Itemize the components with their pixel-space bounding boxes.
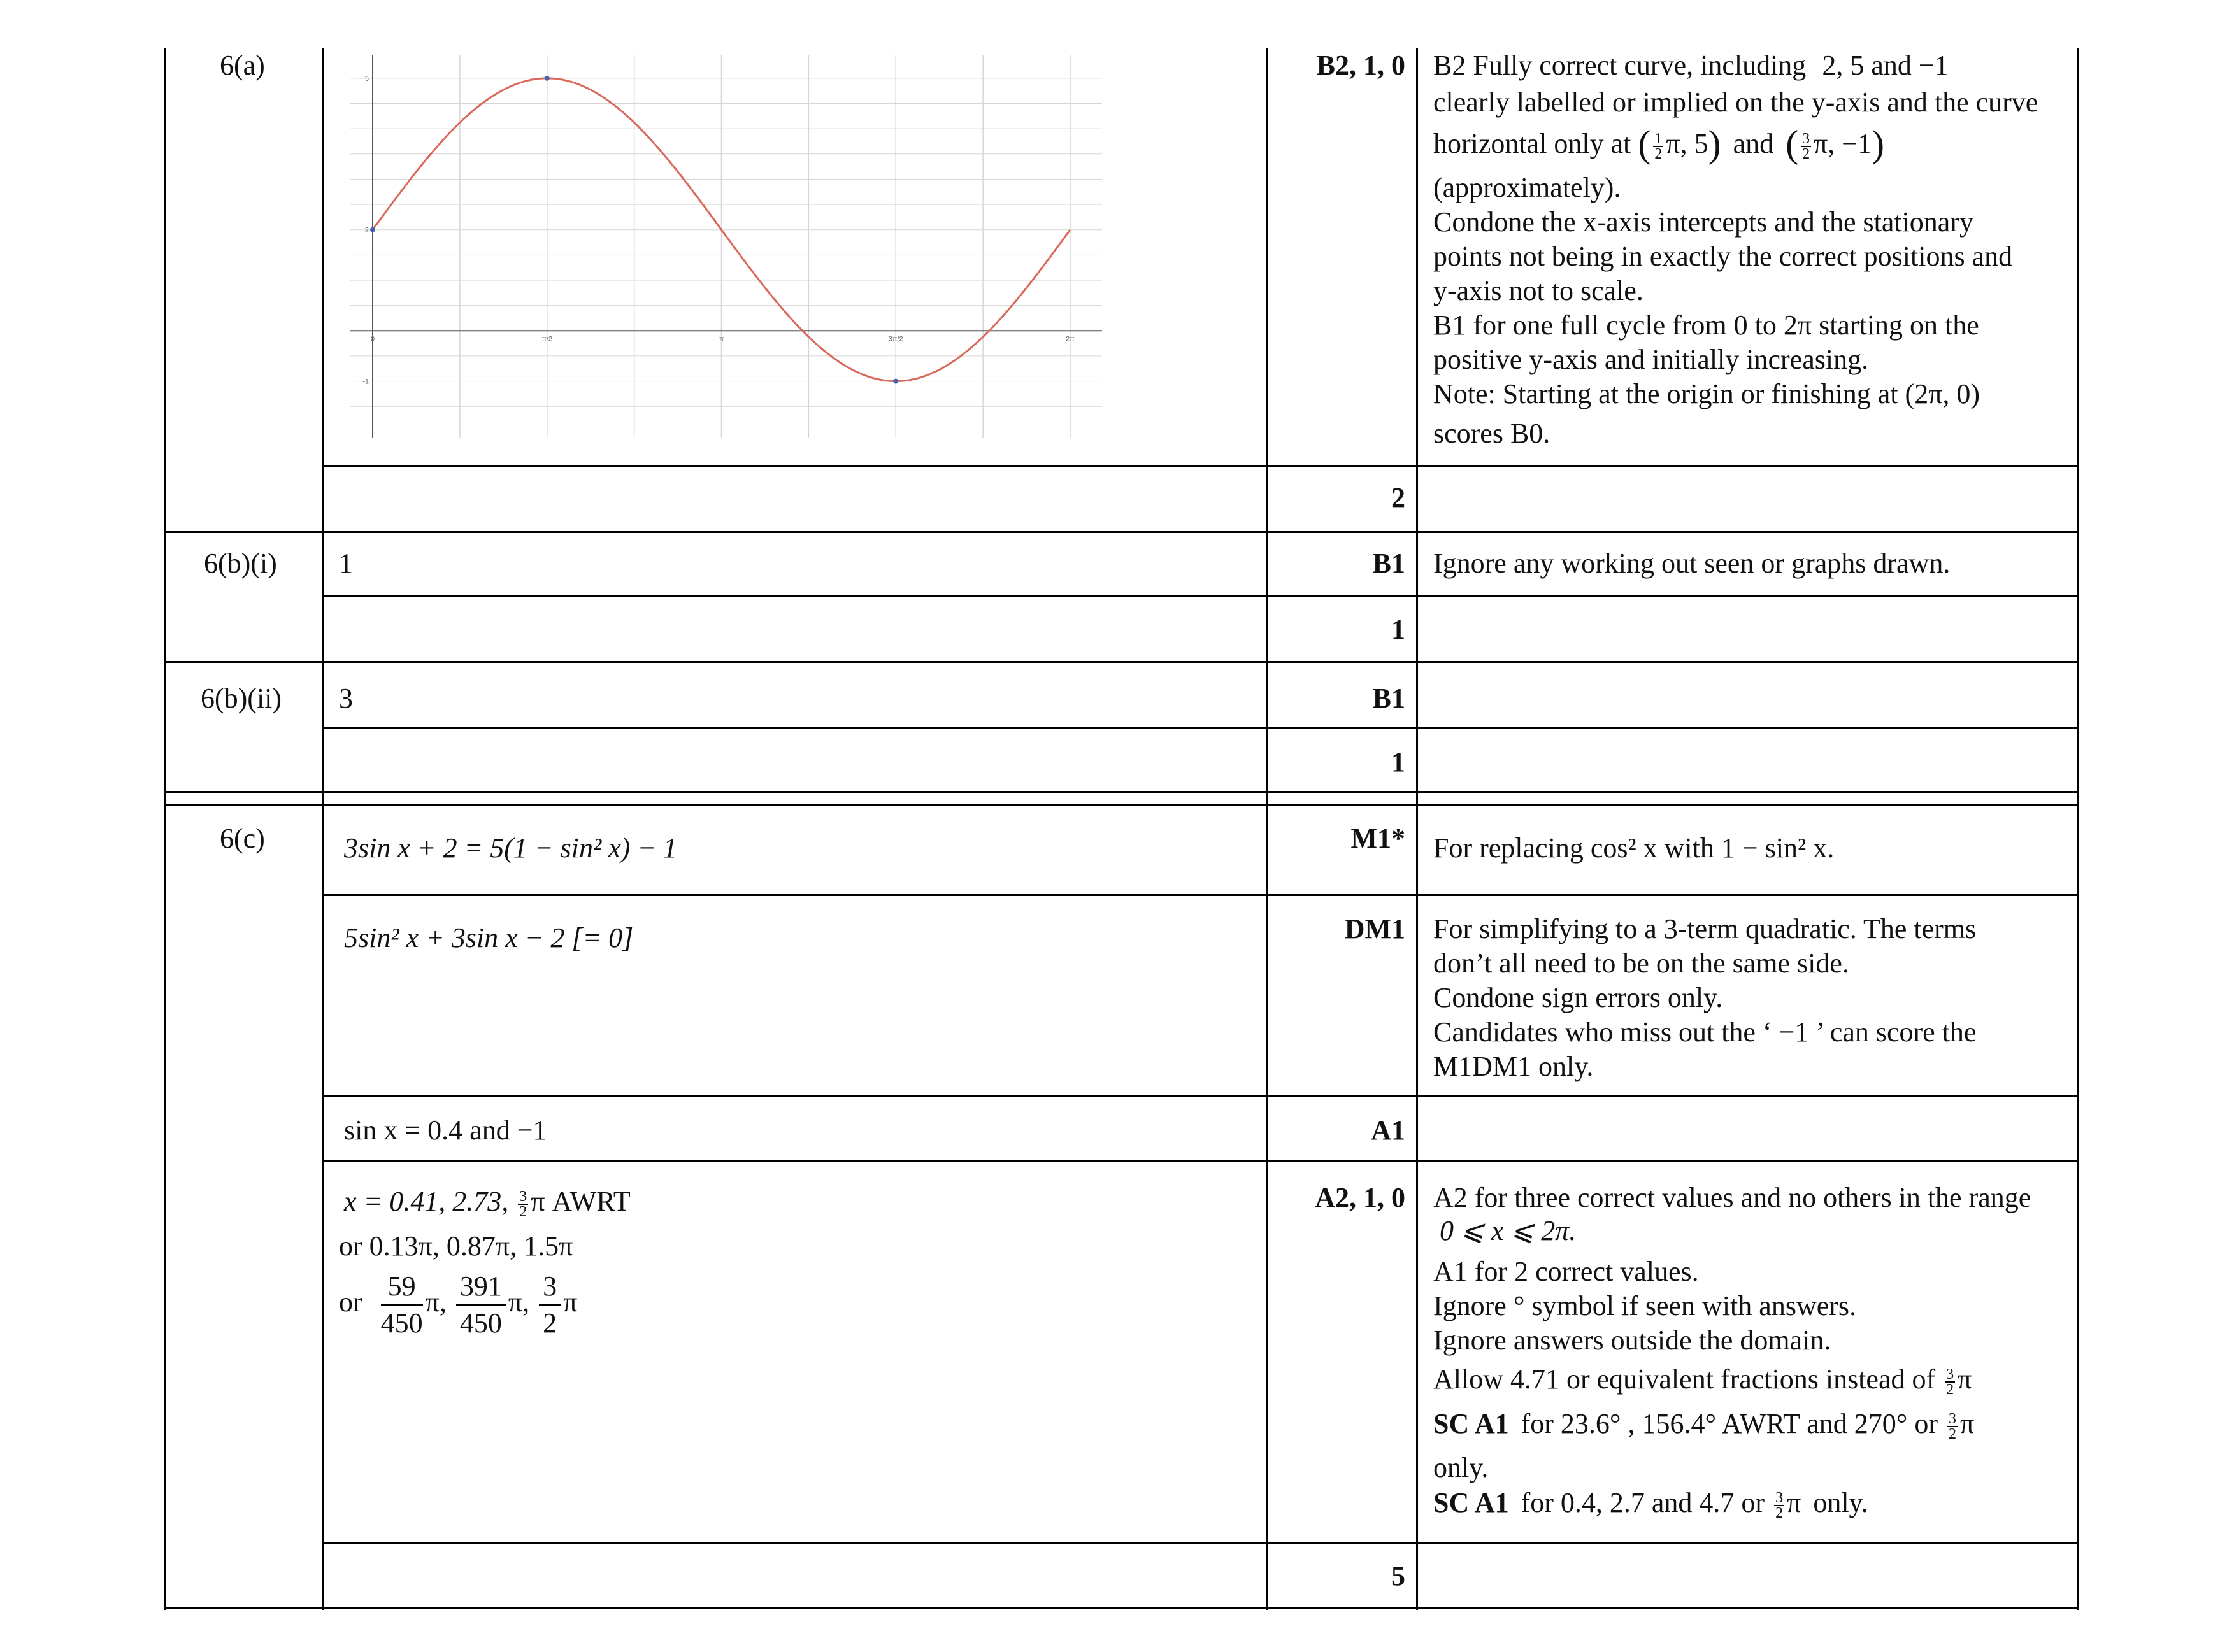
sc-label-1: SC A1 xyxy=(1433,1408,1509,1439)
marks-6bii: B1 xyxy=(1372,683,1405,714)
question-label-6c: 6(c) xyxy=(220,823,265,854)
answer-6c-step2: 5sin² x + 3sin x − 2 [= 0] xyxy=(344,922,634,953)
frac-three-halves: $\frac{3}{2}$ xyxy=(1802,130,1810,162)
graph-grid xyxy=(350,55,1102,438)
guidance-6c-step2-l3: Condone sign errors only. xyxy=(1433,982,1723,1013)
y-tick-label: 2 xyxy=(364,226,369,234)
frac-three-halves: $\frac{3}{2}$ xyxy=(1946,1365,1954,1398)
total-6c: 5 xyxy=(1391,1560,1405,1591)
row-divider xyxy=(322,465,2079,467)
guidance-6c-step4-l5: Ignore answers outside the domain. xyxy=(1433,1325,1831,1356)
g6a-and: and xyxy=(1733,128,1774,159)
row-divider xyxy=(322,595,2079,597)
g6a-line4: (approximately). xyxy=(1433,172,1621,203)
g6a-line10: Note: Starting at the origin or finishing at (2π, 0) xyxy=(1433,378,1980,409)
g6a-line2: clearly labelled or implied on the y-axis and the curve xyxy=(1433,87,2038,118)
guidance-6c-step4-l1: A2 for three correct values and no others in the range xyxy=(1433,1182,2031,1213)
guidance-6c-step4-l7: for 23.6° , 156.4° AWRT and 270° or xyxy=(1521,1408,1938,1439)
frac-three-halves: $\frac{3}{2}$ xyxy=(519,1188,527,1220)
answer-6bii: 3 xyxy=(339,683,353,714)
table-right-border xyxy=(2077,48,2079,1610)
guidance-6c-step2-l1: For simplifying to a 3-term quadratic. The terms xyxy=(1433,913,1977,944)
pi-symbol: π xyxy=(563,1286,578,1318)
key-point xyxy=(545,76,550,81)
frac-three-halves: $\frac{3}{2}$ xyxy=(1775,1489,1784,1521)
guidance-6c-step2-l2: don’t all need to be on the same side. xyxy=(1433,948,1849,979)
answer-6bi: 1 xyxy=(339,548,353,579)
guidance-6c-step4-l8: only. xyxy=(1433,1452,1489,1483)
guidance-6c-step4-l4: Ignore ° symbol if seen with answers. xyxy=(1433,1290,1857,1321)
marks-6bi: B1 xyxy=(1372,548,1405,579)
answer-6c-step4-line1-tail: π AWRT xyxy=(531,1186,631,1217)
row-divider xyxy=(164,791,2079,793)
guidance-6c-step2-l5: M1DM1 only. xyxy=(1433,1051,1594,1082)
g6a-line1: B2 Fully correct curve, including xyxy=(1433,50,1807,81)
marks-6c-step4: A2, 1, 0 xyxy=(1315,1182,1405,1213)
x-tick-label: π/2 xyxy=(541,335,553,343)
row-divider xyxy=(164,661,2079,663)
marks-6c-step1: M1* xyxy=(1350,823,1405,854)
total-6a: 2 xyxy=(1391,482,1405,513)
frac-three-halves: $\frac{3}{2}$ xyxy=(1949,1410,1957,1442)
answer-col-border xyxy=(322,48,324,1610)
marks-col-border xyxy=(1266,48,1268,1610)
g6a-line9: positive y-axis and initially increasing. xyxy=(1433,344,1869,375)
point-min: π, −1 xyxy=(1814,128,1872,159)
answer-6c-step3: sin x = 0.4 and −1 xyxy=(344,1114,547,1146)
g6a-line3: horizontal only at xyxy=(1433,128,1631,159)
guidance-6c-step4-l6: Allow 4.71 or equivalent fractions instead of xyxy=(1433,1364,1936,1395)
key-point xyxy=(893,379,898,384)
graph-axes xyxy=(350,55,1102,438)
frac-3-2: $\frac{3}{2}$ xyxy=(539,1269,561,1341)
y-tick-label: -1 xyxy=(362,378,369,386)
g6a-line8: B1 for one full cycle from 0 to 2π starting on the xyxy=(1433,310,1979,341)
guidance-6c-step2-l4: Candidates who miss out the ‘ −1 ’ can score the xyxy=(1433,1016,1977,1048)
x-tick-label: 2π xyxy=(1066,335,1075,343)
answer-6c-step4-or: or xyxy=(339,1286,362,1318)
graph-tick-labels xyxy=(362,75,1075,386)
question-label-6bii: 6(b)(ii) xyxy=(201,683,282,714)
pi-comma-2: π, xyxy=(508,1286,530,1318)
row-divider xyxy=(322,727,2079,729)
marks-6c-step3: A1 xyxy=(1371,1114,1405,1146)
question-label-6a: 6(a) xyxy=(220,50,265,81)
total-6bii: 1 xyxy=(1391,746,1405,778)
frac-59-450: $\frac{59}{450}$ xyxy=(381,1269,423,1341)
key-point xyxy=(370,227,375,232)
guidance-6bi: Ignore any working out seen or graphs drawn. xyxy=(1433,548,1951,579)
guidance-6c-step4-l9: for 0.4, 2.7 and 4.7 or xyxy=(1521,1487,1765,1518)
g6a-line7: y-axis not to scale. xyxy=(1433,275,1643,306)
y-tick-label: 5 xyxy=(364,75,369,83)
row-divider xyxy=(322,1160,2079,1162)
pi-comma-1: π, xyxy=(425,1286,447,1318)
g6a-line6: points not being in exactly the correct positions and xyxy=(1433,241,2013,272)
guidance-col-border xyxy=(1416,48,1418,1610)
guidance-6c-step4-l2: 0 ⩽ x ⩽ 2π. xyxy=(1440,1215,1577,1246)
row-divider xyxy=(322,1095,2079,1097)
guidance-6c-step1: For replacing cos² x with 1 − sin² x. xyxy=(1433,832,1835,864)
g6a-line5: Condone the x-axis intercepts and the stationary xyxy=(1433,206,1973,238)
marks-6a: B2, 1, 0 xyxy=(1316,50,1405,81)
row-divider xyxy=(322,894,2079,896)
answer-6c-step4-line1: x = 0.41, 2.73, xyxy=(344,1186,509,1217)
row-divider xyxy=(164,531,2079,533)
guidance-6c-step4-l3: A1 for 2 correct values. xyxy=(1433,1256,1699,1287)
frac-half: $\frac{1}{2}$ xyxy=(1654,130,1663,162)
guidance-6c-step4-l9-tail: only. xyxy=(1813,1487,1868,1518)
table-left-border xyxy=(164,48,166,1610)
total-6bi: 1 xyxy=(1391,614,1405,645)
x-tick-label: π xyxy=(719,335,724,343)
answer-6c-step1: 3sin x + 2 = 5(1 − sin² x) − 1 xyxy=(344,832,678,864)
frac-391-450: $\frac{391}{450}$ xyxy=(456,1269,506,1341)
g6a-line1-vals: 2, 5 and −1 xyxy=(1822,50,1949,81)
marks-6c-step2: DM1 xyxy=(1344,913,1405,944)
g6a-line11: scores B0. xyxy=(1433,418,1550,449)
sine-curve-graph xyxy=(344,52,1108,447)
row-divider xyxy=(322,1542,2079,1544)
answer-6c-step4-line2: or 0.13π, 0.87π, 1.5π xyxy=(339,1230,573,1262)
row-divider xyxy=(164,804,2079,806)
sc-label-2: SC A1 xyxy=(1433,1487,1509,1518)
table-bottom-border xyxy=(164,1607,2079,1609)
question-label-6bi: 6(b)(i) xyxy=(204,548,277,579)
point-max: π, 5 xyxy=(1666,128,1708,159)
x-tick-label: 3π/2 xyxy=(888,335,903,343)
x-tick-label: 0 xyxy=(370,335,375,343)
